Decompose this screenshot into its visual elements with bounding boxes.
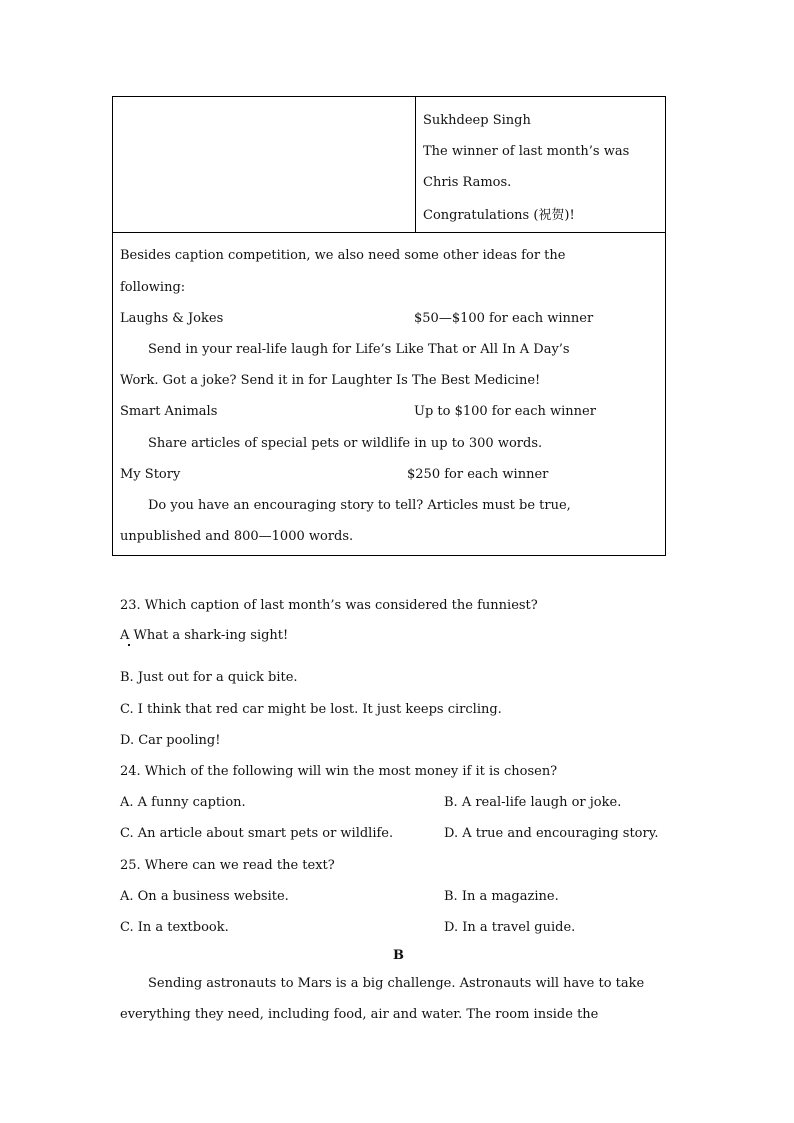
table-row-divider	[112, 232, 666, 233]
question-23-option-a: A What a shark-ing sight!	[120, 628, 289, 643]
question-23-option-d: D. Car pooling!	[120, 733, 221, 748]
question-23-option-c: C. I think that red car might be lost. It just keeps circling.	[120, 702, 502, 717]
notice-table	[112, 96, 666, 556]
passage-b-line: everything they need, including food, air and water. The room inside the	[120, 1007, 599, 1022]
section-prize-my-story: $250 for each winner	[407, 467, 549, 482]
section-prize-laughs-jokes: $50—$100 for each winner	[414, 311, 594, 326]
question-24-option-c: C. An article about smart pets or wildlife.	[120, 826, 394, 841]
question-23-option-b: B. Just out for a quick bite.	[120, 670, 298, 685]
question-24-stem: 24. Which of the following will win the most money if it is chosen?	[120, 764, 558, 779]
winner-note: The winner of last month’s was	[423, 144, 630, 159]
question-23-stem: 23. Which caption of last month’s was considered the funniest?	[120, 598, 538, 613]
intro-line: Besides caption competition, we also need some other ideas for the	[120, 248, 566, 263]
passage-b-heading: B	[393, 948, 404, 963]
winner-name: Sukhdeep Singh	[423, 113, 531, 128]
question-24-option-d: D. A true and encouraging story.	[444, 826, 659, 841]
question-25-option-a: A. On a business website.	[120, 889, 289, 904]
question-24-option-b: B. A real-life laugh or joke.	[444, 795, 622, 810]
winner-note-name: Chris Ramos.	[423, 175, 512, 190]
intro-line: following:	[120, 280, 186, 295]
section-desc: Work. Got a joke? Send it in for Laughter Is The Best Medicine!	[120, 373, 541, 388]
question-25-option-c: C. In a textbook.	[120, 920, 229, 935]
section-title-laughs-jokes: Laughs & Jokes	[120, 311, 224, 326]
section-desc: unpublished and 800—1000 words.	[120, 529, 354, 544]
section-title-smart-animals: Smart Animals	[120, 404, 218, 419]
congratulations-text: Congratulations (祝贺)!	[423, 208, 575, 223]
section-prize-smart-animals: Up to $100 for each winner	[414, 404, 596, 419]
question-24-option-a: A. A funny caption.	[120, 795, 246, 810]
question-25-option-d: D. In a travel guide.	[444, 920, 576, 935]
question-25-stem: 25. Where can we read the text?	[120, 858, 335, 873]
stray-dot	[128, 644, 130, 646]
question-25-option-b: B. In a magazine.	[444, 889, 559, 904]
table-column-divider	[415, 96, 416, 233]
section-desc: Send in your real-life laugh for Life’s Like That or All In A Day’s	[148, 342, 570, 357]
section-desc: Share articles of special pets or wildlife in up to 300 words.	[148, 436, 543, 451]
section-title-my-story: My Story	[120, 467, 181, 482]
passage-b-line: Sending astronauts to Mars is a big challenge. Astronauts will have to take	[148, 976, 645, 991]
section-desc: Do you have an encouraging story to tell? Articles must be true,	[148, 498, 571, 513]
